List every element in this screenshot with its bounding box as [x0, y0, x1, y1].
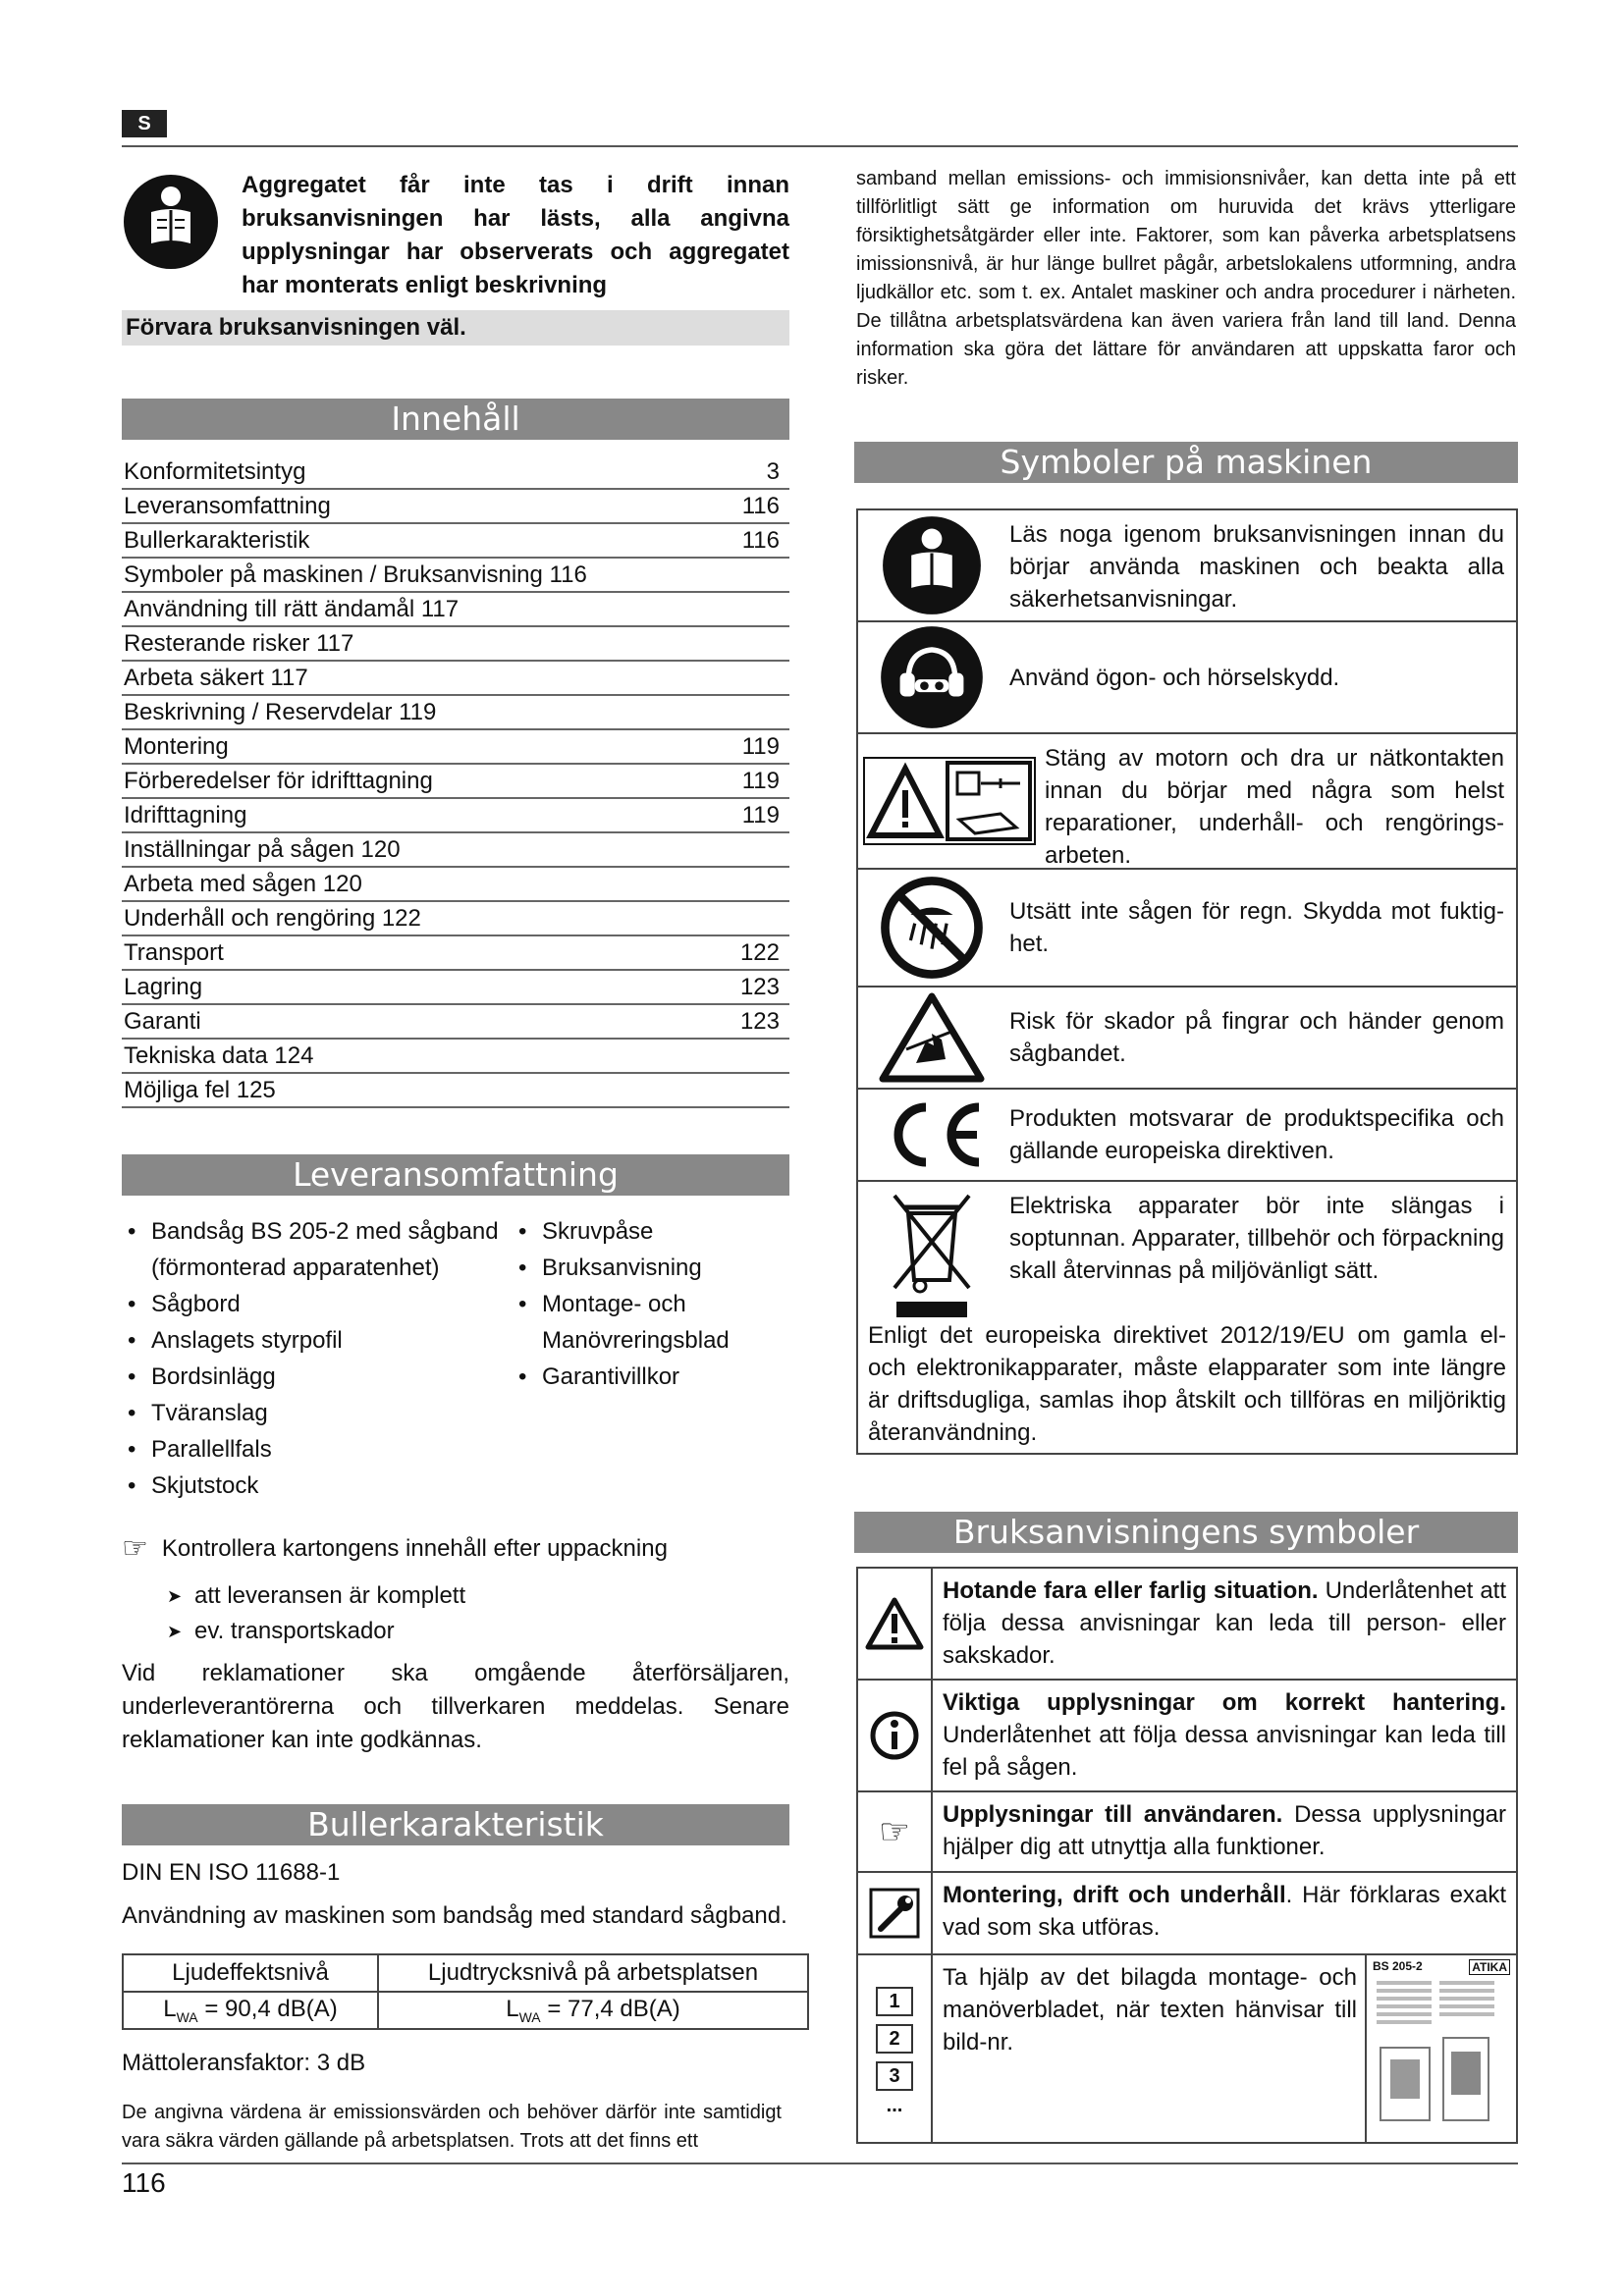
wrench-icon — [869, 1888, 920, 1939]
manual-symbol-text: Upplysningar till användaren. Dessa upplysningar hjälper dig att utnyttja alla funktioner. — [943, 1801, 1506, 1860]
delivery-list-right — [513, 1213, 789, 1395]
machine-symbol-text: Produkten motsvarar de produktspecifika och gällande europeiska direktiven. — [1009, 1105, 1504, 1164]
toc-label: Tekniska data 124 — [124, 1042, 314, 1069]
toc-row — [122, 833, 789, 868]
machine-symbols-heading: Symboler på maskinen — [854, 442, 1518, 483]
toc-row — [122, 868, 789, 902]
page-number: 116 — [122, 2167, 166, 2198]
delivery-item: • Bordsinlägg — [122, 1359, 514, 1395]
noise-footnote: De angivna värdena är emissionsvärden och behöver därför inte samtidigt vara säkra värden gällande på arbetsplatsen. Trots att det finns ett — [122, 2102, 782, 2152]
delivery-item: • Sågbord — [122, 1286, 514, 1322]
check-list — [167, 1578, 785, 1649]
manual-symbol-text: Viktiga upplysningar om korrekt hantering. Underlåtenhet att följa dessa anvisningar kan leda till fel på sågen. — [943, 1689, 1506, 1781]
toc-label: Symboler på maskinen / Bruksanvisning 116 — [124, 561, 587, 588]
toc-label: Användning till rätt ändamål 117 — [124, 596, 460, 622]
toc-page: 119 — [741, 802, 780, 828]
machine-symbol-text: Använd ögon- och hörselskydd. — [1009, 664, 1340, 691]
toc-row — [122, 524, 789, 559]
toc-page: 123 — [739, 1008, 780, 1035]
delivery-item: • Skruvpåse — [513, 1213, 789, 1250]
toc-row — [122, 490, 789, 524]
noise-value-pressure: $L_{WA} = 77,4$ dB(A) — [378, 1992, 808, 2029]
check-note-text: Kontrollera kartongens innehåll efter uppackning — [161, 1534, 668, 1562]
ce-mark-icon — [877, 1095, 987, 1174]
manual-symbol-row — [858, 1792, 1516, 1873]
no-rain-icon — [879, 875, 985, 981]
toc-label: Lagring — [124, 974, 203, 1000]
delivery-item: • Tväranslag — [122, 1395, 514, 1431]
toc-row — [122, 765, 789, 799]
toc-row — [122, 971, 789, 1005]
check-item: ➤ att leveransen är komplett — [167, 1578, 785, 1614]
toc-label: Bullerkarakteristik — [124, 527, 310, 554]
toc-row — [122, 455, 789, 490]
assembly-sheet-illustration — [1373, 1975, 1498, 2132]
toc-row — [122, 936, 789, 971]
weee-directive-note: Enligt det europeiska direktivet 2012/19/EU om gamla el- och elektronikapparater, måste elapparater som inte längre är driftsdugliga, samlas ihop åtskilt och tillföras en miljöriktig återanvändning. — [868, 1322, 1506, 1446]
toc-label: Inställningar på sågen 120 — [124, 836, 401, 863]
manual-symbol-row — [858, 1873, 1516, 1955]
toc-page: 122 — [739, 939, 780, 966]
toc-label: Arbeta med sågen 120 — [124, 871, 362, 897]
toc-page: 123 — [739, 974, 780, 1000]
manual-symbol-text: Montering, drift och underhåll. Här förklaras exakt vad som ska utföras. — [943, 1882, 1507, 1941]
figure-number-3: 3 — [876, 2061, 913, 2091]
figure-number-more: ... — [886, 2095, 903, 2116]
noise-tolerance: Mättoleransfaktor: 3 dB — [122, 2050, 366, 2076]
delivery-item: • Montage- och Manövreringsblad — [513, 1286, 789, 1359]
machine-symbol-text: Risk för skador på fingrar och händer genom sågbandet. — [1009, 1008, 1504, 1067]
toc-row — [122, 799, 789, 833]
noise-table-wrap — [122, 1953, 809, 2030]
noise-standard: DIN EN ISO 11688-1 — [122, 1859, 341, 1886]
complaint-text: Vid reklamationer ska omgående återförsäljaren, underleverantörerna och tillverkaren meddelas. Senare reklamationer kan inte godkännas. — [122, 1660, 789, 1753]
toc-label: Idrifttagning — [124, 802, 247, 828]
check-note — [122, 1531, 809, 1566]
toc-row — [122, 1040, 789, 1074]
figure-number-2: 2 — [876, 2024, 913, 2054]
check-item: ➤ ev. transportskador — [167, 1614, 785, 1649]
machine-symbol-row — [858, 1182, 1516, 1319]
noise-usage: Användning av maskinen som bandsåg med standard sågband. — [122, 1902, 787, 1929]
toc-label: Garanti — [124, 1008, 201, 1035]
noise-header-power: Ljudeffektsnivå — [123, 1954, 378, 1992]
manual-symbols-heading: Bruksanvisningens symboler — [854, 1512, 1518, 1553]
machine-symbol-text: Utsätt inte sågen för regn. Skydda mot fuktig-het. — [1009, 898, 1504, 957]
delivery-item: • Parallellfals — [122, 1431, 514, 1468]
toc-label: Montering — [124, 733, 229, 760]
delivery-item: • Skjutstock — [122, 1468, 514, 1504]
delivery-heading: Leveransomfattning — [122, 1154, 789, 1196]
machine-symbols-table — [856, 508, 1518, 1455]
machine-symbol-text: Elektriska apparater bör inte slängas i soptunnan. Apparater, tillbehör och förpackning skall återvinnas på miljövänligt sätt. — [1009, 1193, 1504, 1284]
toc-row — [122, 696, 789, 730]
machine-symbol-text: Läs noga igenom bruksanvisningen innan du börjar använda maskinen och beakta alla säkerhetsanvisningar. — [1009, 521, 1504, 613]
toc-label: Arbeta säkert 117 — [124, 665, 308, 691]
toc-page: 3 — [766, 458, 780, 485]
unplug-warning-icon — [863, 757, 1036, 845]
danger-triangle-icon — [864, 1596, 925, 1651]
machine-symbol-text: Stäng av motorn och dra ur nätkontakten innan du börjar med några som helst reparationer, underhåll- och rengörings-arbeten. — [1045, 745, 1504, 869]
machine-symbol-row — [858, 510, 1516, 622]
toc-row — [122, 1074, 789, 1108]
pointing-hand-icon: ☞ — [878, 1811, 911, 1851]
figure-number-1: 1 — [876, 1987, 913, 2016]
warning-text: Aggregatet får inte tas i drift innan bruksanvisningen har lästs, alla angivna upplysningar har observerats och aggregatet har monterats enligt beskrivning — [242, 172, 789, 298]
pointing-hand-icon: ☞ — [122, 1532, 148, 1565]
delivery-item: • Anslagets styrpofil — [122, 1322, 514, 1359]
machine-symbol-row — [858, 1090, 1516, 1182]
machine-symbol-row — [858, 870, 1516, 988]
machine-symbol-row — [858, 734, 1516, 870]
table-of-contents — [122, 455, 789, 1108]
toc-label: Resterande risker 117 — [124, 630, 354, 657]
eye-ear-protection-icon — [879, 624, 985, 730]
toc-label: Leveransomfattning — [124, 493, 331, 519]
noise-header-pressure: Ljudtrycksnivå på arbetsplatsen — [378, 1954, 808, 1992]
toc-row — [122, 662, 789, 696]
toc-label: Möjliga fel 125 — [124, 1077, 276, 1103]
manual-symbol-text: Hotande fara eller farlig situation. Underlåtenhet att följa dessa anvisningar kan leda till person- eller sakskador. — [943, 1577, 1506, 1669]
toc-label: Underhåll och rengöring 122 — [124, 905, 421, 932]
header-rule — [122, 145, 1518, 147]
toc-row — [122, 627, 789, 662]
toc-row — [122, 730, 789, 765]
machine-symbol-row — [858, 622, 1516, 734]
sheet-brand-label: ATIKA — [1469, 1959, 1510, 1975]
info-icon — [869, 1710, 920, 1761]
manual-symbol-row — [858, 1569, 1516, 1681]
noise-heading: Bullerkarakteristik — [122, 1804, 789, 1845]
toc-row — [122, 559, 789, 593]
machine-symbol-row — [858, 988, 1516, 1090]
assembly-sheet-thumbnail — [1365, 1955, 1516, 2142]
toc-label: Förberedelser för idrifttagning — [124, 768, 433, 794]
footer-rule — [122, 2163, 1518, 2164]
toc-label: Transport — [124, 939, 224, 966]
delivery-item: • Bruksanvisning — [513, 1250, 789, 1286]
delivery-item: • Bandsåg BS 205-2 med sågband (förmonterad apparatenhet) — [122, 1213, 514, 1286]
toc-label: Beskrivning / Reservdelar 119 — [124, 699, 437, 725]
keep-manual-note: Förvara bruksanvisningen väl. — [122, 310, 789, 346]
weee-bin-icon — [885, 1188, 979, 1319]
toc-page: 116 — [741, 493, 780, 519]
manual-symbols-table — [856, 1567, 1518, 2144]
sheet-model-label: BS 205-2 — [1373, 1959, 1423, 1973]
delivery-item: • Garantivillkor — [513, 1359, 789, 1395]
toc-label: Konformitetsintyg — [124, 458, 306, 485]
manual-symbol-row — [858, 1681, 1516, 1792]
noise-table — [122, 1953, 809, 2030]
toc-row — [122, 593, 789, 627]
delivery-list-left — [122, 1213, 514, 1504]
toc-page: 119 — [741, 733, 780, 760]
warning-block — [122, 169, 789, 346]
read-manual-icon — [881, 514, 983, 616]
toc-page: 119 — [741, 768, 780, 794]
noise-continuation: samband mellan emissions- och immisionsnivåer, kan detta inte på ett tillförlitligt sätt ge information om huruvida det krävs ytterligare försiktighetsåtgärder eller inte. Faktorer, som kan påverka arbetsplatsens imissionsnivå, är hur länge bullret pågår, arbetslokalens utformning, andra ljudkällor etc. som t. ex. Antalet maskiner och andra procedurer i närheten. De tillåtna arbetsplatsvärdena kan även variera från land till land. Denna information ska göra det lättare för användaren att uppskatta faror och risker. — [856, 168, 1516, 389]
manual-symbol-text: Ta hjälp av det bilagda montage- och manöverbladet, när texten hänvisar till bild-nr. — [943, 1964, 1357, 2056]
language-badge: S — [122, 110, 167, 137]
hand-injury-warning-icon — [877, 990, 987, 1085]
manual-symbol-row — [858, 1955, 1516, 2142]
toc-row — [122, 902, 789, 936]
toc-row — [122, 1005, 789, 1040]
toc-page: 116 — [741, 527, 780, 554]
noise-value-power: $L_{WA} = 90,4$ dB(A) — [123, 1992, 378, 2029]
read-manual-icon — [122, 173, 220, 271]
contents-heading: Innehåll — [122, 399, 789, 440]
